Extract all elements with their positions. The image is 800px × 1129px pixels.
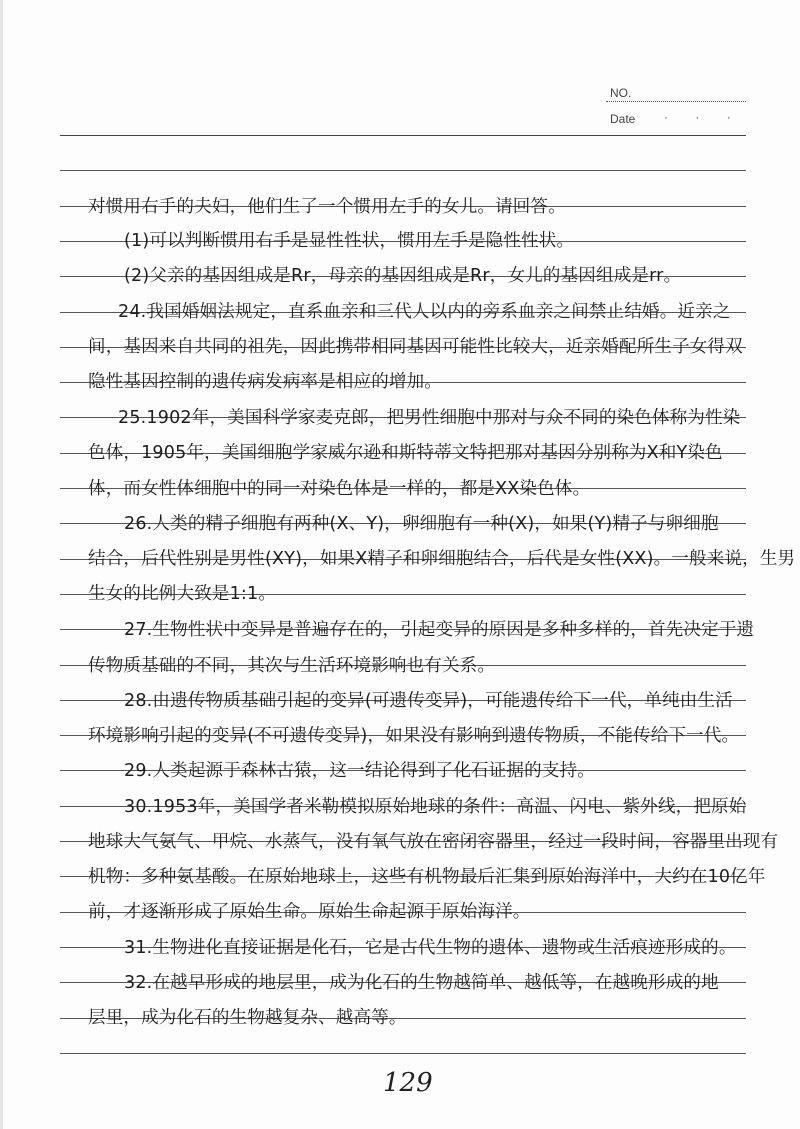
note-line: 24.我国婚姻法规定，直系血亲和三代人以内的旁系血亲之间禁止结婚。近亲之 <box>118 302 731 322</box>
note-line: 对惯用右手的夫妇，他们生了一个惯用左手的女儿。请回答。 <box>88 197 566 217</box>
note-line: 间，基因来自共同的祖先，因此携带相同基因可能性比较大，近亲婚配所生子女得双 <box>88 337 743 357</box>
note-line: 传物质基础的不同，其次与生活环境影响也有关系。 <box>88 656 496 676</box>
note-line: 28.由遗传物质基础引起的变异(可遗传变异)，可能遗传给下一代，单纯由生活 <box>124 691 733 711</box>
note-line: 25.1902年，美国科学家麦克郎，把男性细胞中那对与众不同的染色体称为性染 <box>118 408 741 428</box>
note-line: 层里，成为化石的生物越复杂、越高等。 <box>88 1008 407 1028</box>
note-line: 生女的比例大致是1:1。 <box>88 584 277 604</box>
ruled-line <box>60 135 746 136</box>
no-label: NO. <box>610 86 632 100</box>
date-label: Date <box>610 112 636 126</box>
no-row <box>606 80 746 106</box>
note-line: 前，才逐渐形成了原始生命。原始生命起源于原始海洋。 <box>88 902 531 922</box>
date-row <box>606 106 746 132</box>
note-line: 结合，后代性别是男性(XY)，如果X精子和卵细胞结合，后代是女性(XX)。一般来说，生男 <box>88 549 796 569</box>
note-line: 机物：多种氨基酸。在原始地球上，这些有机物最后汇集到原始海洋中，大约在10亿年 <box>88 867 766 887</box>
note-line: 29.人类起源于森林古猿，这一结论得到了化石证据的支持。 <box>124 761 595 781</box>
note-line: 隐性基因控制的遗传病发病率是相应的增加。 <box>88 372 442 392</box>
note-line: (2)父亲的基因组成是Rr，母亲的基因组成是Rr，女儿的基因组成是rr。 <box>124 266 682 286</box>
date-dots: · · · <box>664 110 743 124</box>
note-line: 32.在越早形成的地层里，成为化石的生物越简单、越低等，在越晚形成的地 <box>124 973 719 993</box>
note-line: 环境影响引起的变异(不可遗传变异)，如果没有影响到遗传物质，不能传给下一代。 <box>88 726 740 746</box>
ruled-line <box>60 170 746 171</box>
note-line: 27.生物性状中变异是普遍存在的，引起变异的原因是多种多样的，首先决定于遗 <box>124 620 755 640</box>
note-line: (1)可以判断惯用右手是显性性状，惯用左手是隐性性状。 <box>124 231 575 251</box>
page-header <box>606 80 746 132</box>
note-line: 30.1953年，美国学者米勒模拟原始地球的条件：高温、闪电、紫外线，把原始 <box>124 797 747 817</box>
note-line: 色体，1905年，美国细胞学家威尔逊和斯特蒂文特把那对基因分别称为X和Y染色 <box>88 443 723 463</box>
note-line: 体，而女性体细胞中的同一对染色体是一样的，都是XX染色体。 <box>88 479 591 499</box>
note-line: 26.人类的精子细胞有两种(X、Y)，卵细胞有一种(X)，如果(Y)精子与卵细胞 <box>124 514 719 534</box>
no-dotted-line <box>606 101 746 102</box>
note-line: 31.生物进化直接证据是化石，它是古代生物的遗体、遗物或生活痕迹形成的。 <box>124 938 737 958</box>
page-edge-shadow <box>0 0 3 1129</box>
note-line: 地球大气氨气、甲烷、水蒸气，没有氧气放在密闭容器里，经过一段时间，容器里出现有 <box>88 832 779 852</box>
page-number: 129 <box>383 1068 433 1098</box>
ruled-line <box>60 1053 746 1054</box>
